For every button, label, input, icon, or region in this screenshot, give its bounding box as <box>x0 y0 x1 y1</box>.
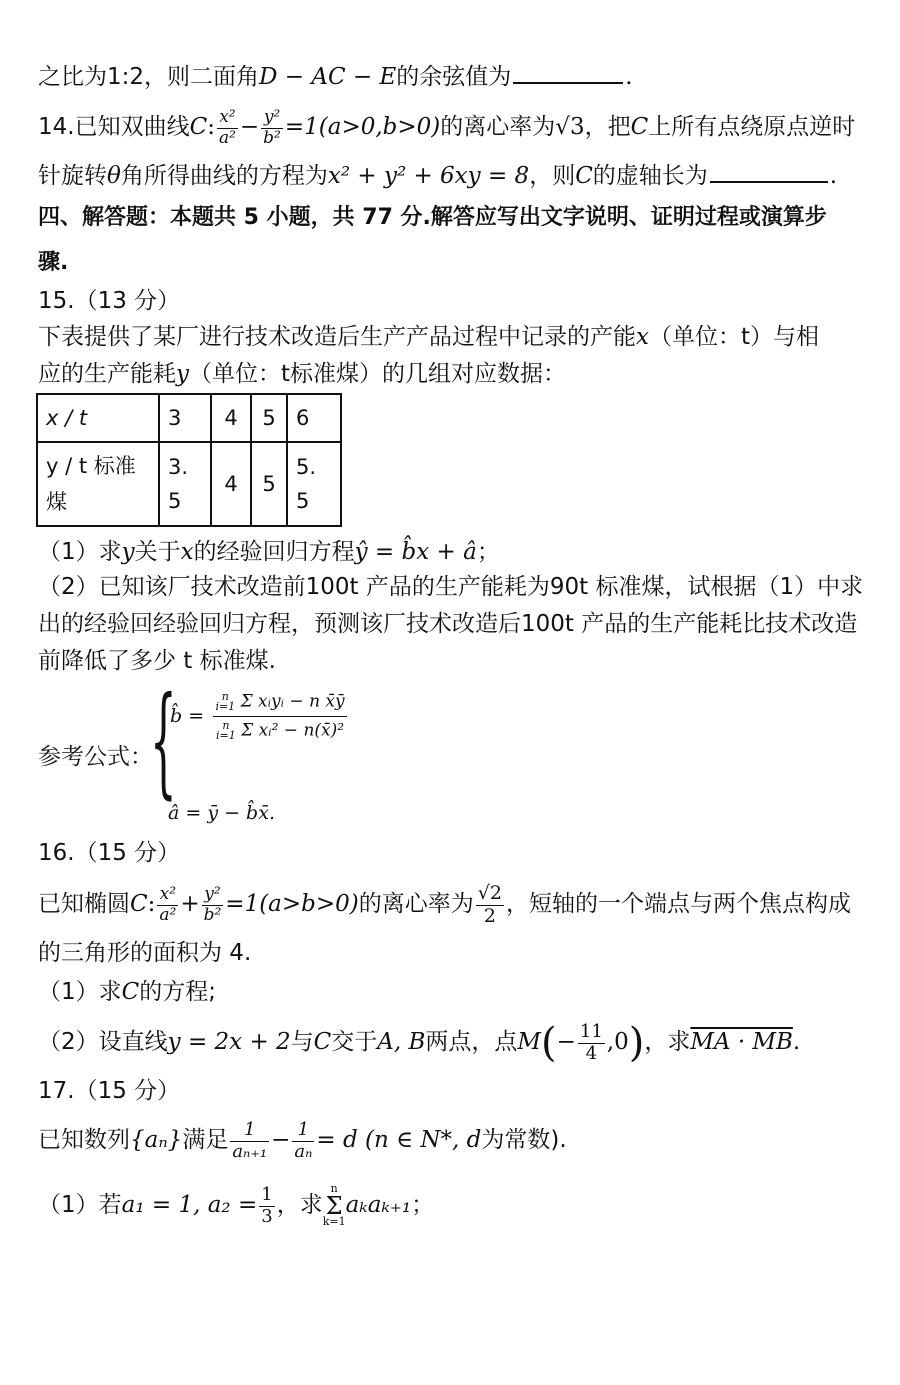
answer-blank[interactable] <box>513 80 623 84</box>
q15-para2: 应的生产能耗y（单位：t标准煤）的几组对应数据： <box>38 361 567 387</box>
table-cell: 6 <box>287 394 341 442</box>
section-heading: 四、解答题：本题共 5 小题，共 77 分.解答应写出文字说明、证明过程或演算步 <box>38 205 827 230</box>
table-cell: 3 <box>159 394 211 442</box>
q16-para1: 已知椭圆C: $\frac{\text{x²}}{\text{a²}}$ + $\frac{\text{y²}}{\text{b²}}$ =1(a>b>0)的离心率为 $\frac{√2}{2}$ ，短轴的一个端点与两个焦点构成 <box>38 881 851 927</box>
fraction: n i=1 Σ xᵢyᵢ − n x̄ȳ n i=1 Σ xᵢ² − n(x̄)² <box>215 690 345 742</box>
fraction: $\frac{\text{y²}}{\text{b²}}$ <box>263 106 281 148</box>
reference-label: 参考公式： <box>38 744 153 770</box>
q17-head: 17.（15 分） <box>38 1078 181 1104</box>
q17-sub1: （1）若a₁ = 1, a₂ = $\frac{1}{3}$ ，求 n Σ k=1 aₖaₖ₊₁； <box>38 1182 435 1229</box>
fraction: $\frac{\text{x²}}{\text{a²}}$ <box>218 106 236 148</box>
fraction: $\frac{1}{\text{aₙ₊₁}}$ <box>232 1118 268 1162</box>
fraction: $\frac{11}{4}$ <box>579 1020 603 1064</box>
q16-para2: 的三角形的面积为 4. <box>38 940 252 966</box>
section-heading-cont: 骤. <box>38 250 69 275</box>
table-header-cell: x / t <box>37 394 159 442</box>
answer-blank[interactable] <box>710 179 828 183</box>
q15-sub1: （1）求y关于x的经验回归方程ŷ = b̂x + â； <box>38 539 500 565</box>
fraction: $\frac{1}{\text{aₙ}}$ <box>294 1118 313 1162</box>
q15-sub2-line2: 出的经验回经验回归方程，预测该厂技术改造后100t 产品的生产能耗比技术改造 <box>38 611 858 637</box>
data-table <box>36 393 342 527</box>
left-brace: { <box>150 672 177 811</box>
q17-para1: 已知数列{aₙ}满足 $\frac{1}{\text{aₙ₊₁}}$ − $\frac{1}{\text{aₙ}}$ = d (n ∈ N*, d为常数). <box>38 1118 567 1162</box>
table-header-cell: y / t 标准 煤 <box>37 442 159 526</box>
fraction: $\frac{\text{x²}}{\text{a²}}$ <box>159 883 177 925</box>
table-row <box>37 394 341 442</box>
table-cell: 4 <box>211 442 251 526</box>
q15-sub2-line3: 前降低了多少 t 标准煤. <box>38 648 276 674</box>
table-cell: 5 <box>251 394 287 442</box>
q13-tail: 之比为1:2，则二面角D − AC − E的余弦值为 . <box>38 64 633 90</box>
summation: n Σ k=1 <box>322 1182 346 1229</box>
fraction: $\frac{\text{y²}}{\text{b²}}$ <box>203 883 222 925</box>
q16-sub2: （2）设直线y = 2x + 2与C交于A, B两点，点M(− $\frac{11}{4}$ ,0)，求MA · MB. <box>38 1020 801 1066</box>
table-row <box>37 442 341 526</box>
q15-head: 15.（13 分） <box>38 288 181 314</box>
q16-sub1: （1）求C的方程; <box>38 979 216 1005</box>
table-cell: 3. 5 <box>159 442 211 526</box>
q14-line1: 14.已知双曲线C: $\frac{\text{x²}}{\text{a²}}$ − $\frac{\text{y²}}{\text{b²}}$ =1(a>0,b>0)的离心率为√3，把C上所有点绕原点逆时 <box>38 106 856 148</box>
fraction: $\frac{1}{3}$ <box>261 1183 273 1227</box>
q14-line2: 针旋转θ角所得曲线的方程为x² + y² + 6xy = 8，则C的虚轴长为 . <box>38 163 838 189</box>
q16-head: 16.（15 分） <box>38 840 181 866</box>
q15-sub2-line1: （2）已知该厂技术改造前100t 产品的生产能耗为90t 标准煤，试根据（1）中求 <box>38 574 864 600</box>
fraction: $\frac{√2}{2}$ <box>477 881 502 927</box>
formula-a: â = ȳ − b̂x̄. <box>168 802 275 824</box>
q15-para1: 下表提供了某厂进行技术改造后生产产品过程中记录的产能x（单位：t）与相 <box>38 324 820 350</box>
table-cell: 5. 5 <box>287 442 341 526</box>
table-cell: 5 <box>251 442 287 526</box>
formula-b: b̂ = n i=1 Σ xᵢyᵢ − n x̄ȳ n i=1 Σ xᵢ² − n(x̄)² <box>170 690 345 742</box>
table-cell: 4 <box>211 394 251 442</box>
